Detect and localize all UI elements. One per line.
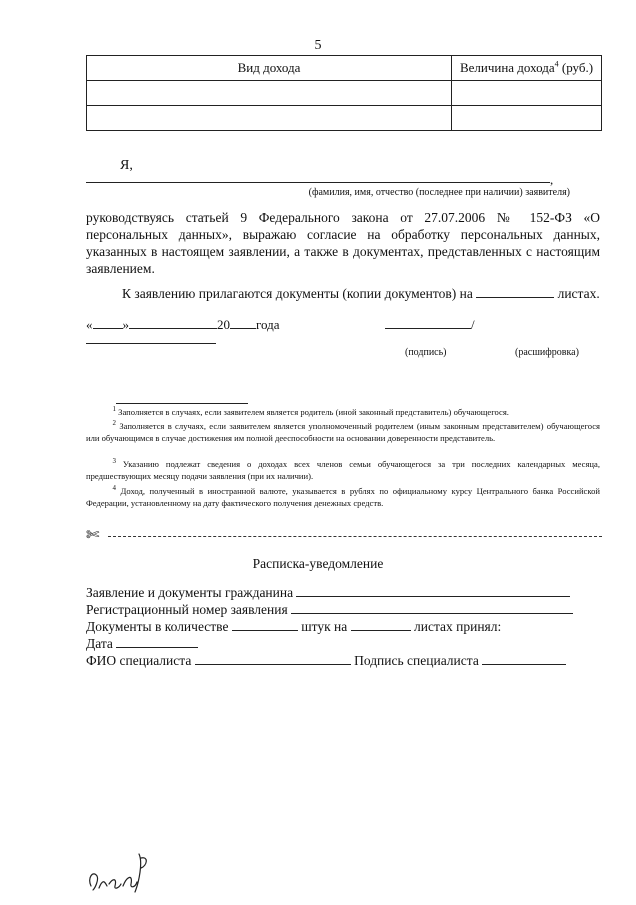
date-row: « » 20 года [86,317,280,332]
signature-caption: (подпись) [405,347,447,358]
day-field[interactable] [93,316,123,329]
footnote-divider [116,403,248,404]
income-amount-cell[interactable] [452,106,602,131]
applicant-comma: , [550,172,554,187]
specialist-signature-field[interactable] [482,652,566,665]
table-row [87,81,602,106]
specialist-name-field[interactable] [195,652,351,665]
header-income-amount: Величина дохода$^4$ (руб.) [452,56,602,81]
registration-number-field[interactable] [291,601,573,614]
income-amount-cell[interactable] [452,81,602,106]
document-sheets-field[interactable] [351,618,411,631]
receipt-line-registration: Регистрационный номер заявления [86,601,573,618]
income-table [86,55,602,131]
page-number: 5 [314,38,322,53]
citizen-name-field[interactable] [296,584,570,597]
table-header-row [87,56,602,81]
year-field[interactable] [230,316,256,329]
receipt-line-applicant: Заявление и документы гражданина [86,584,570,601]
receipt-date-field[interactable] [116,635,198,648]
decoding-caption: (расшифровка) [515,347,579,358]
document-count-field[interactable] [232,618,298,631]
applicant-name-field[interactable] [86,182,550,183]
dashed-cut-line [108,536,602,537]
signature-field[interactable] [385,316,471,329]
footnote-2: $^2$ Заполняется в случаях, если заявителем является уполномоченный родителем (иным законным представителем) обучающегося или обучающимся в случае достижения им полной дееспособности на основании доверенности представитель. [86,419,600,443]
sheet-count-field[interactable] [476,285,554,298]
footnote-4: $^4$ Доход, полученный в иностранной валюте, указывается в рублях по официальному курсу Центрального банка Российской Федерации, установленному на дату фактического получения денежных средств. [86,484,600,508]
documents-attached-line: К заявлению прилагаются документы (копии документов) на листах. [122,286,600,301]
receipt-line-documents: Документы в количестве штук на листах принял: [86,619,502,634]
table-row [87,106,602,131]
footnote-3: $^3$ Указанию подлежат сведения о доходах всех членов семьи обучающегося за три последних календарных месяца, предшествующих месяцу подачи заявления (при их наличии). [86,457,600,481]
consent-paragraph: руководствуясь статьей 9 Федерального закона от 27.07.2006 № 152-ФЗ «О персональных данных», выражаю согласие на обработку персональных данных, указанных в настоящем заявлении, а также в документах, представленных с настоящим заявлением. [86,210,600,276]
footnote-ref-4: 4 [554,59,559,69]
receipt-line-specialist: ФИО специалиста Подпись специалиста [86,652,566,669]
signature-row: / [385,316,475,333]
scissors-icon: ✄ [86,527,100,544]
receipt-line-date: Дата [86,635,198,652]
income-type-cell[interactable] [87,106,452,131]
footnote-1: $^1$ Заполняется в случаях, если заявителем является родитель (иной законный представитель) обучающегося. [112,405,509,417]
header-income-type: Вид дохода [87,56,452,81]
receipt-title: Расписка-уведомление [252,556,384,571]
decoding-field[interactable] [86,343,216,344]
applicant-name-caption: (фамилия, имя, отчество (последнее при наличии) заявителя) [308,187,570,198]
applicant-prefix: Я, [120,158,133,173]
income-type-cell[interactable] [87,81,452,106]
month-field[interactable] [129,316,217,329]
handwritten-signature-icon [83,848,163,898]
